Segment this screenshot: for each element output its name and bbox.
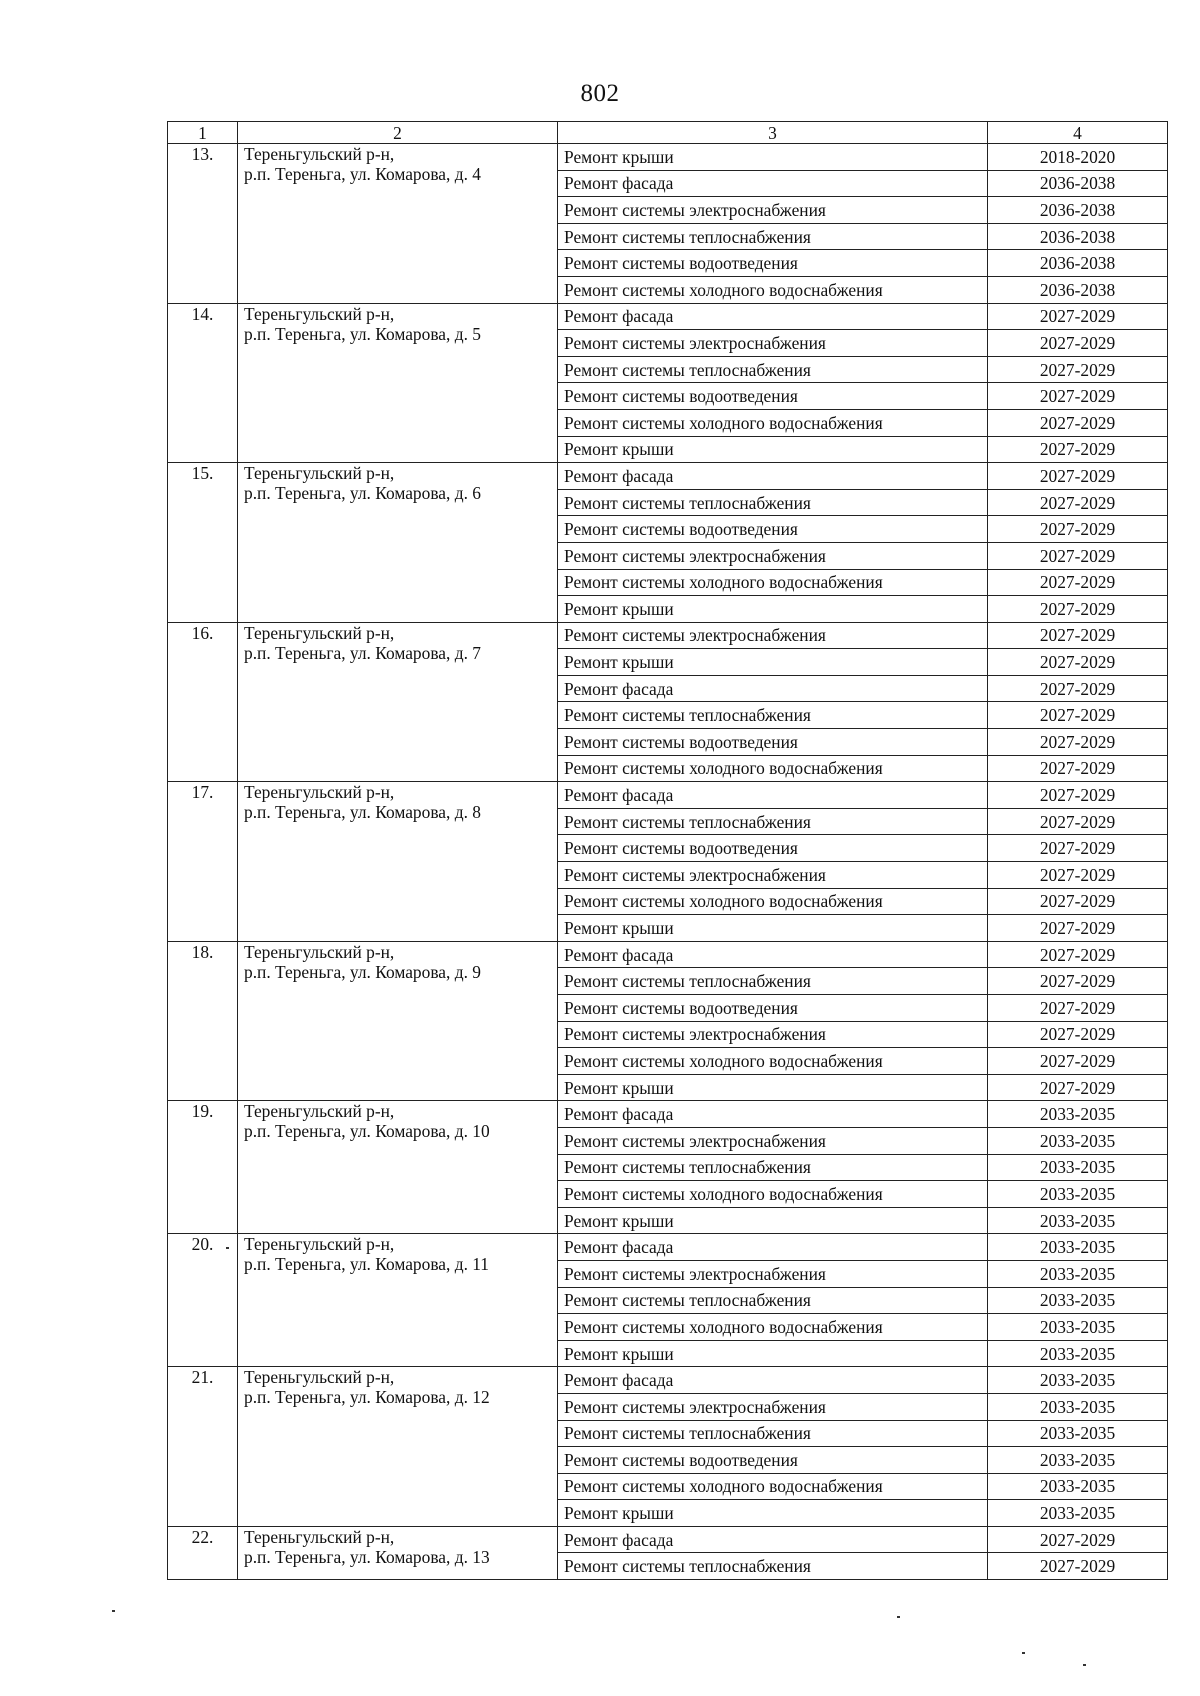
work-type: Ремонт системы холодного водоснабжения <box>558 1048 988 1075</box>
work-period: 2036-2038 <box>988 197 1168 224</box>
work-period: 2033-2035 <box>988 1367 1168 1394</box>
work-period: 2033-2035 <box>988 1287 1168 1314</box>
work-type: Ремонт системы электроснабжения <box>558 1260 988 1287</box>
address-cell <box>238 1367 558 1527</box>
work-period: 2027-2029 <box>988 409 1168 436</box>
address-district: Тереньгульский р-н, <box>244 1526 395 1547</box>
scan-speck <box>1022 1652 1025 1654</box>
work-period: 2036-2038 <box>988 223 1168 250</box>
work-period: 2036-2038 <box>988 170 1168 197</box>
address-district: Тереньгульский р-н, <box>244 1367 395 1388</box>
work-type: Ремонт системы холодного водоснабжения <box>558 755 988 782</box>
item-number: 16. <box>168 622 238 782</box>
header-col-4: 4 <box>988 122 1168 144</box>
table-row <box>168 303 1168 330</box>
work-period: 2027-2029 <box>988 1553 1168 1580</box>
item-number: 13. <box>168 144 238 304</box>
item-number: 17. <box>168 782 238 942</box>
work-period: 2027-2029 <box>988 516 1168 543</box>
item-number: 15. <box>168 463 238 623</box>
work-type: Ремонт системы теплоснабжения <box>558 702 988 729</box>
work-type: Ремонт системы холодного водоснабжения <box>558 276 988 303</box>
table-body <box>168 144 1168 1580</box>
work-period: 2027-2029 <box>988 808 1168 835</box>
work-type: Ремонт системы теплоснабжения <box>558 1287 988 1314</box>
work-period: 2033-2035 <box>988 1447 1168 1474</box>
work-type: Ремонт крыши <box>558 1207 988 1234</box>
table-row <box>168 622 1168 649</box>
table-header <box>168 122 1168 144</box>
work-type: Ремонт фасада <box>558 1101 988 1128</box>
work-type: Ремонт системы электроснабжения <box>558 622 988 649</box>
work-type: Ремонт системы водоотведения <box>558 1447 988 1474</box>
work-period: 2033-2035 <box>988 1314 1168 1341</box>
address-district: Тереньгульский р-н, <box>244 622 395 643</box>
work-period: 2027-2029 <box>988 596 1168 623</box>
work-type: Ремонт фасада <box>558 170 988 197</box>
table-row <box>168 1367 1168 1394</box>
item-number: 19. <box>168 1101 238 1234</box>
header-col-1: 1 <box>168 122 238 144</box>
address-street: р.п. Тереньга, ул. Комарова, д. 7 <box>244 642 481 663</box>
address-district: Тереньгульский р-н, <box>244 303 395 324</box>
work-period: 2027-2029 <box>988 542 1168 569</box>
work-type: Ремонт системы водоотведения <box>558 516 988 543</box>
work-type: Ремонт крыши <box>558 596 988 623</box>
work-type: Ремонт системы теплоснабжения <box>558 356 988 383</box>
work-period: 2027-2029 <box>988 649 1168 676</box>
work-type: Ремонт крыши <box>558 1500 988 1527</box>
address-district: Тереньгульский р-н, <box>244 782 395 803</box>
work-type: Ремонт системы электроснабжения <box>558 1393 988 1420</box>
work-type: Ремонт системы водоотведения <box>558 250 988 277</box>
work-type: Ремонт системы электроснабжения <box>558 542 988 569</box>
work-period: 2033-2035 <box>988 1101 1168 1128</box>
work-period: 2027-2029 <box>988 1048 1168 1075</box>
table-row <box>168 463 1168 490</box>
work-period: 2027-2029 <box>988 835 1168 862</box>
work-type: Ремонт фасада <box>558 303 988 330</box>
work-type: Ремонт крыши <box>558 649 988 676</box>
work-type: Ремонт системы водоотведения <box>558 995 988 1022</box>
work-type: Ремонт системы холодного водоснабжения <box>558 1181 988 1208</box>
page-number: 802 <box>580 80 620 107</box>
scan-speck <box>226 1247 229 1249</box>
address-street: р.п. Тереньга, ул. Комарова, д. 9 <box>244 961 481 982</box>
work-period: 2033-2035 <box>988 1181 1168 1208</box>
table-row <box>168 1234 1168 1261</box>
work-type: Ремонт системы теплоснабжения <box>558 968 988 995</box>
header-col-3: 3 <box>558 122 988 144</box>
work-type: Ремонт системы холодного водоснабжения <box>558 1314 988 1341</box>
work-period: 2027-2029 <box>988 436 1168 463</box>
work-period: 2033-2035 <box>988 1207 1168 1234</box>
work-period: 2033-2035 <box>988 1127 1168 1154</box>
work-type: Ремонт системы теплоснабжения <box>558 489 988 516</box>
work-period: 2027-2029 <box>988 569 1168 596</box>
address-cell <box>238 303 558 463</box>
work-type: Ремонт крыши <box>558 436 988 463</box>
work-period: 2027-2029 <box>988 303 1168 330</box>
scan-speck <box>1083 1664 1086 1666</box>
item-number: 14. <box>168 303 238 463</box>
address-cell <box>238 1101 558 1234</box>
address-street: р.п. Тереньга, ул. Комарова, д. 6 <box>244 483 481 504</box>
work-period: 2033-2035 <box>988 1154 1168 1181</box>
table-row <box>168 144 1168 171</box>
address-street: р.п. Тереньга, ул. Комарова, д. 5 <box>244 323 481 344</box>
address-cell <box>238 941 558 1101</box>
work-type: Ремонт системы теплоснабжения <box>558 1553 988 1580</box>
work-period: 2033-2035 <box>988 1500 1168 1527</box>
address-cell <box>238 1234 558 1367</box>
work-period: 2033-2035 <box>988 1260 1168 1287</box>
work-period: 2027-2029 <box>988 862 1168 889</box>
work-type: Ремонт системы электроснабжения <box>558 1127 988 1154</box>
work-period: 2033-2035 <box>988 1234 1168 1261</box>
address-street: р.п. Тереньга, ул. Комарова, д. 11 <box>244 1254 490 1275</box>
address-district: Тереньгульский р-н, <box>244 1234 395 1255</box>
work-period: 2027-2029 <box>988 915 1168 942</box>
address-cell <box>238 463 558 623</box>
work-period: 2027-2029 <box>988 1074 1168 1101</box>
work-type: Ремонт системы холодного водоснабжения <box>558 1473 988 1500</box>
address-cell <box>238 782 558 942</box>
work-period: 2036-2038 <box>988 276 1168 303</box>
work-type: Ремонт системы электроснабжения <box>558 197 988 224</box>
work-period: 2027-2029 <box>988 729 1168 756</box>
work-type: Ремонт крыши <box>558 144 988 171</box>
address-street: р.п. Тереньга, ул. Комарова, д. 8 <box>244 802 481 823</box>
work-period: 2027-2029 <box>988 1021 1168 1048</box>
address-street: р.п. Тереньга, ул. Комарова, д. 12 <box>244 1387 490 1408</box>
work-period: 2033-2035 <box>988 1340 1168 1367</box>
scan-speck <box>897 1616 900 1618</box>
work-period: 2033-2035 <box>988 1473 1168 1500</box>
work-type: Ремонт системы холодного водоснабжения <box>558 409 988 436</box>
work-type: Ремонт крыши <box>558 915 988 942</box>
address-district: Тереньгульский р-н, <box>244 463 395 484</box>
work-type: Ремонт системы водоотведения <box>558 835 988 862</box>
work-period: 2027-2029 <box>988 782 1168 809</box>
work-type: Ремонт фасада <box>558 1234 988 1261</box>
address-cell <box>238 144 558 304</box>
work-type: Ремонт крыши <box>558 1340 988 1367</box>
work-type: Ремонт системы электроснабжения <box>558 1021 988 1048</box>
work-period: 2033-2035 <box>988 1420 1168 1447</box>
item-number: 18. <box>168 941 238 1101</box>
work-type: Ремонт системы электроснабжения <box>558 330 988 357</box>
work-type: Ремонт системы теплоснабжения <box>558 1420 988 1447</box>
work-type: Ремонт системы электроснабжения <box>558 862 988 889</box>
work-type: Ремонт системы теплоснабжения <box>558 808 988 835</box>
address-district: Тереньгульский р-н, <box>244 941 395 962</box>
address-cell <box>238 1526 558 1579</box>
item-number: 20. <box>168 1234 238 1367</box>
work-type: Ремонт фасада <box>558 463 988 490</box>
work-type: Ремонт системы холодного водоснабжения <box>558 888 988 915</box>
work-type: Ремонт системы водоотведения <box>558 383 988 410</box>
work-period: 2027-2029 <box>988 1526 1168 1553</box>
work-period: 2027-2029 <box>988 330 1168 357</box>
work-type: Ремонт крыши <box>558 1074 988 1101</box>
address-street: р.п. Тереньга, ул. Комарова, д. 10 <box>244 1121 490 1142</box>
item-number: 21. <box>168 1367 238 1527</box>
table-row <box>168 1526 1168 1553</box>
work-period: 2036-2038 <box>988 250 1168 277</box>
address-district: Тереньгульский р-н, <box>244 1101 395 1122</box>
address-street: р.п. Тереньга, ул. Комарова, д. 13 <box>244 1546 490 1567</box>
work-type: Ремонт системы водоотведения <box>558 729 988 756</box>
item-number: 22. <box>168 1526 238 1579</box>
table-row <box>168 1101 1168 1128</box>
scan-speck <box>112 1610 115 1612</box>
work-period: 2027-2029 <box>988 995 1168 1022</box>
address-street: р.п. Тереньга, ул. Комарова, д. 4 <box>244 164 481 184</box>
work-type: Ремонт системы теплоснабжения <box>558 1154 988 1181</box>
header-row <box>168 122 1168 144</box>
table-row <box>168 941 1168 968</box>
work-period: 2018-2020 <box>988 144 1168 171</box>
repair-schedule-table <box>167 121 1168 1580</box>
address-district: Тереньгульский р-н, <box>244 144 395 164</box>
work-period: 2027-2029 <box>988 888 1168 915</box>
work-type: Ремонт фасада <box>558 675 988 702</box>
work-period: 2027-2029 <box>988 755 1168 782</box>
table-row <box>168 782 1168 809</box>
work-type: Ремонт фасада <box>558 1526 988 1553</box>
work-type: Ремонт системы холодного водоснабжения <box>558 569 988 596</box>
work-period: 2027-2029 <box>988 356 1168 383</box>
work-type: Ремонт фасада <box>558 782 988 809</box>
work-type: Ремонт системы теплоснабжения <box>558 223 988 250</box>
work-type: Ремонт фасада <box>558 1367 988 1394</box>
work-period: 2027-2029 <box>988 622 1168 649</box>
address-cell <box>238 622 558 782</box>
work-period: 2027-2029 <box>988 463 1168 490</box>
work-period: 2027-2029 <box>988 383 1168 410</box>
header-col-2: 2 <box>238 122 558 144</box>
work-type: Ремонт фасада <box>558 941 988 968</box>
work-period: 2027-2029 <box>988 968 1168 995</box>
work-period: 2033-2035 <box>988 1393 1168 1420</box>
work-period: 2027-2029 <box>988 941 1168 968</box>
work-period: 2027-2029 <box>988 702 1168 729</box>
work-period: 2027-2029 <box>988 489 1168 516</box>
work-period: 2027-2029 <box>988 675 1168 702</box>
